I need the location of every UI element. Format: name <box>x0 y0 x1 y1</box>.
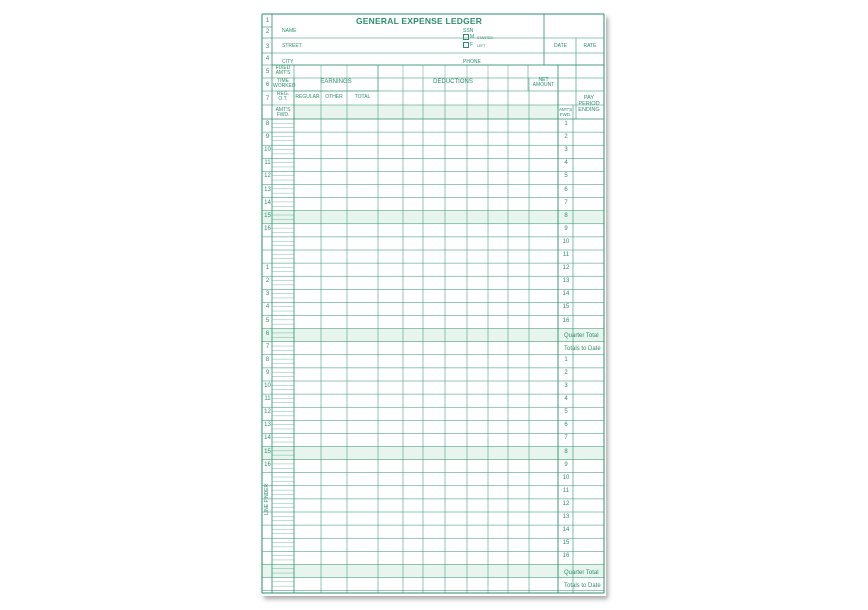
header-row-number: 7 <box>265 96 270 102</box>
totals-to-date-label-2: Totals to Date <box>564 583 601 589</box>
right-row-number: 12 <box>562 500 570 507</box>
right-row-number: 11 <box>562 487 570 494</box>
right-row-number: 7 <box>564 199 568 206</box>
right-row-number: 8 <box>564 212 568 219</box>
name-label: NAME <box>282 28 297 34</box>
pay-period-ending-header: PAY PERIOD ENDING <box>578 95 600 113</box>
total-header: TOTAL <box>354 94 371 100</box>
right-row-number: 7 <box>564 435 568 442</box>
left-row-number: 11 <box>264 396 271 403</box>
header-row-number: 2 <box>265 29 270 35</box>
quarter-total-label-1: Quarter Total <box>564 333 599 339</box>
ssn-label: SSN <box>463 28 474 34</box>
right-row-number: 1 <box>564 356 568 363</box>
left-row-number: 3 <box>265 291 270 298</box>
left-row-number: 15 <box>264 212 271 219</box>
left-row-number: 10 <box>264 383 271 389</box>
header-row-number: 4 <box>265 56 270 62</box>
right-row-number: 13 <box>562 278 570 285</box>
left-row-number: 10 <box>264 147 271 154</box>
right-row-number: 6 <box>564 422 568 429</box>
right-row-number: 12 <box>562 265 570 272</box>
reg-ot-label: REG. O.T. <box>276 91 290 102</box>
right-row-number: 10 <box>562 474 570 481</box>
left-row-number: 8 <box>265 356 270 363</box>
right-row-number: 2 <box>564 369 568 376</box>
rate-label: RATE <box>583 43 597 49</box>
left-row-number: 9 <box>265 369 270 376</box>
totals-to-date-label-1: Totals to Date <box>564 346 601 352</box>
male-label: M <box>470 34 475 40</box>
fixed-amts-label: FIXED AMT'S <box>275 65 291 76</box>
right-amts-fwd-header: AMT'S FWD. <box>558 107 573 117</box>
right-row-number: 8 <box>564 448 568 455</box>
right-row-number: 2 <box>564 134 568 141</box>
left-row-number: 14 <box>264 199 271 206</box>
time-worked-label: TIME WORKED <box>273 78 296 89</box>
other-header: OTHER <box>325 94 343 100</box>
net-amount-header: NET AMOUNT <box>532 77 555 88</box>
right-row-number: 10 <box>562 238 570 245</box>
street-label: STREET <box>282 43 302 49</box>
deductions-header: DEDUCTIONS <box>433 79 473 85</box>
quarter-total-label-2: Quarter Total <box>564 570 599 576</box>
amts-fwd-label: AMT'S FWD. <box>275 107 291 118</box>
paper <box>262 14 606 596</box>
right-row-number: 16 <box>562 553 570 560</box>
right-row-number: 11 <box>562 252 570 258</box>
right-row-number: 9 <box>564 225 568 232</box>
shaded-band <box>262 211 604 224</box>
right-row-number: 15 <box>562 540 570 547</box>
left-row-number: 13 <box>264 186 271 193</box>
right-row-number: 3 <box>564 383 568 389</box>
male-checkbox[interactable] <box>463 34 469 40</box>
regular-header: REGULAR <box>295 94 320 100</box>
earnings-header: EARNINGS <box>320 79 352 85</box>
right-row-number: 9 <box>564 461 568 468</box>
right-row-number: 14 <box>562 291 570 298</box>
phone-label: PHONE <box>463 59 481 65</box>
right-row-number: 15 <box>562 304 570 311</box>
city-label: CITY <box>282 59 294 65</box>
left-row-number: 7 <box>265 343 270 350</box>
header-row-number: 5 <box>265 69 270 75</box>
left-row-number: 8 <box>265 121 270 127</box>
right-row-number: 16 <box>562 317 570 324</box>
shaded-band <box>294 105 558 119</box>
left-row-number: 15 <box>264 448 271 455</box>
left-row-number: 2 <box>265 278 270 285</box>
right-row-number: 3 <box>564 147 568 154</box>
shaded-band <box>262 329 604 342</box>
right-row-number: 6 <box>564 186 568 193</box>
shaded-band <box>262 447 604 460</box>
right-row-number: 1 <box>564 121 568 127</box>
header-row-number: 1 <box>265 18 270 24</box>
right-row-number: 13 <box>562 514 570 520</box>
line-finder-label: LINE FINDER <box>264 483 270 515</box>
started-label: STARTED <box>477 36 494 40</box>
shaded-band <box>262 564 604 577</box>
female-label: F <box>470 42 474 48</box>
left-row-number: 9 <box>265 134 270 141</box>
left-label: LEFT <box>477 44 486 48</box>
right-row-number: 4 <box>564 396 568 403</box>
left-row-number: 5 <box>265 317 270 324</box>
header-row-number: 3 <box>265 44 270 50</box>
left-row-number: 14 <box>264 435 271 442</box>
right-row-number: 5 <box>564 409 568 416</box>
right-row-number: 14 <box>562 527 570 534</box>
left-row-number: 13 <box>264 422 271 429</box>
right-row-number: 5 <box>564 173 568 180</box>
female-checkbox[interactable] <box>463 42 469 48</box>
left-row-number: 16 <box>264 225 271 232</box>
form-title: GENERAL EXPENSE LEDGER <box>356 16 483 26</box>
left-row-number: 1 <box>265 265 270 272</box>
left-row-number: 12 <box>264 173 271 180</box>
right-row-number: 4 <box>564 160 568 167</box>
header-row-number: 6 <box>265 82 270 88</box>
left-row-number: 11 <box>264 160 271 167</box>
left-row-number: 4 <box>265 304 270 311</box>
left-row-number: 16 <box>264 461 271 468</box>
left-row-number: 12 <box>264 409 271 416</box>
date-label: DATE <box>554 43 567 49</box>
left-row-number: 6 <box>265 330 270 337</box>
